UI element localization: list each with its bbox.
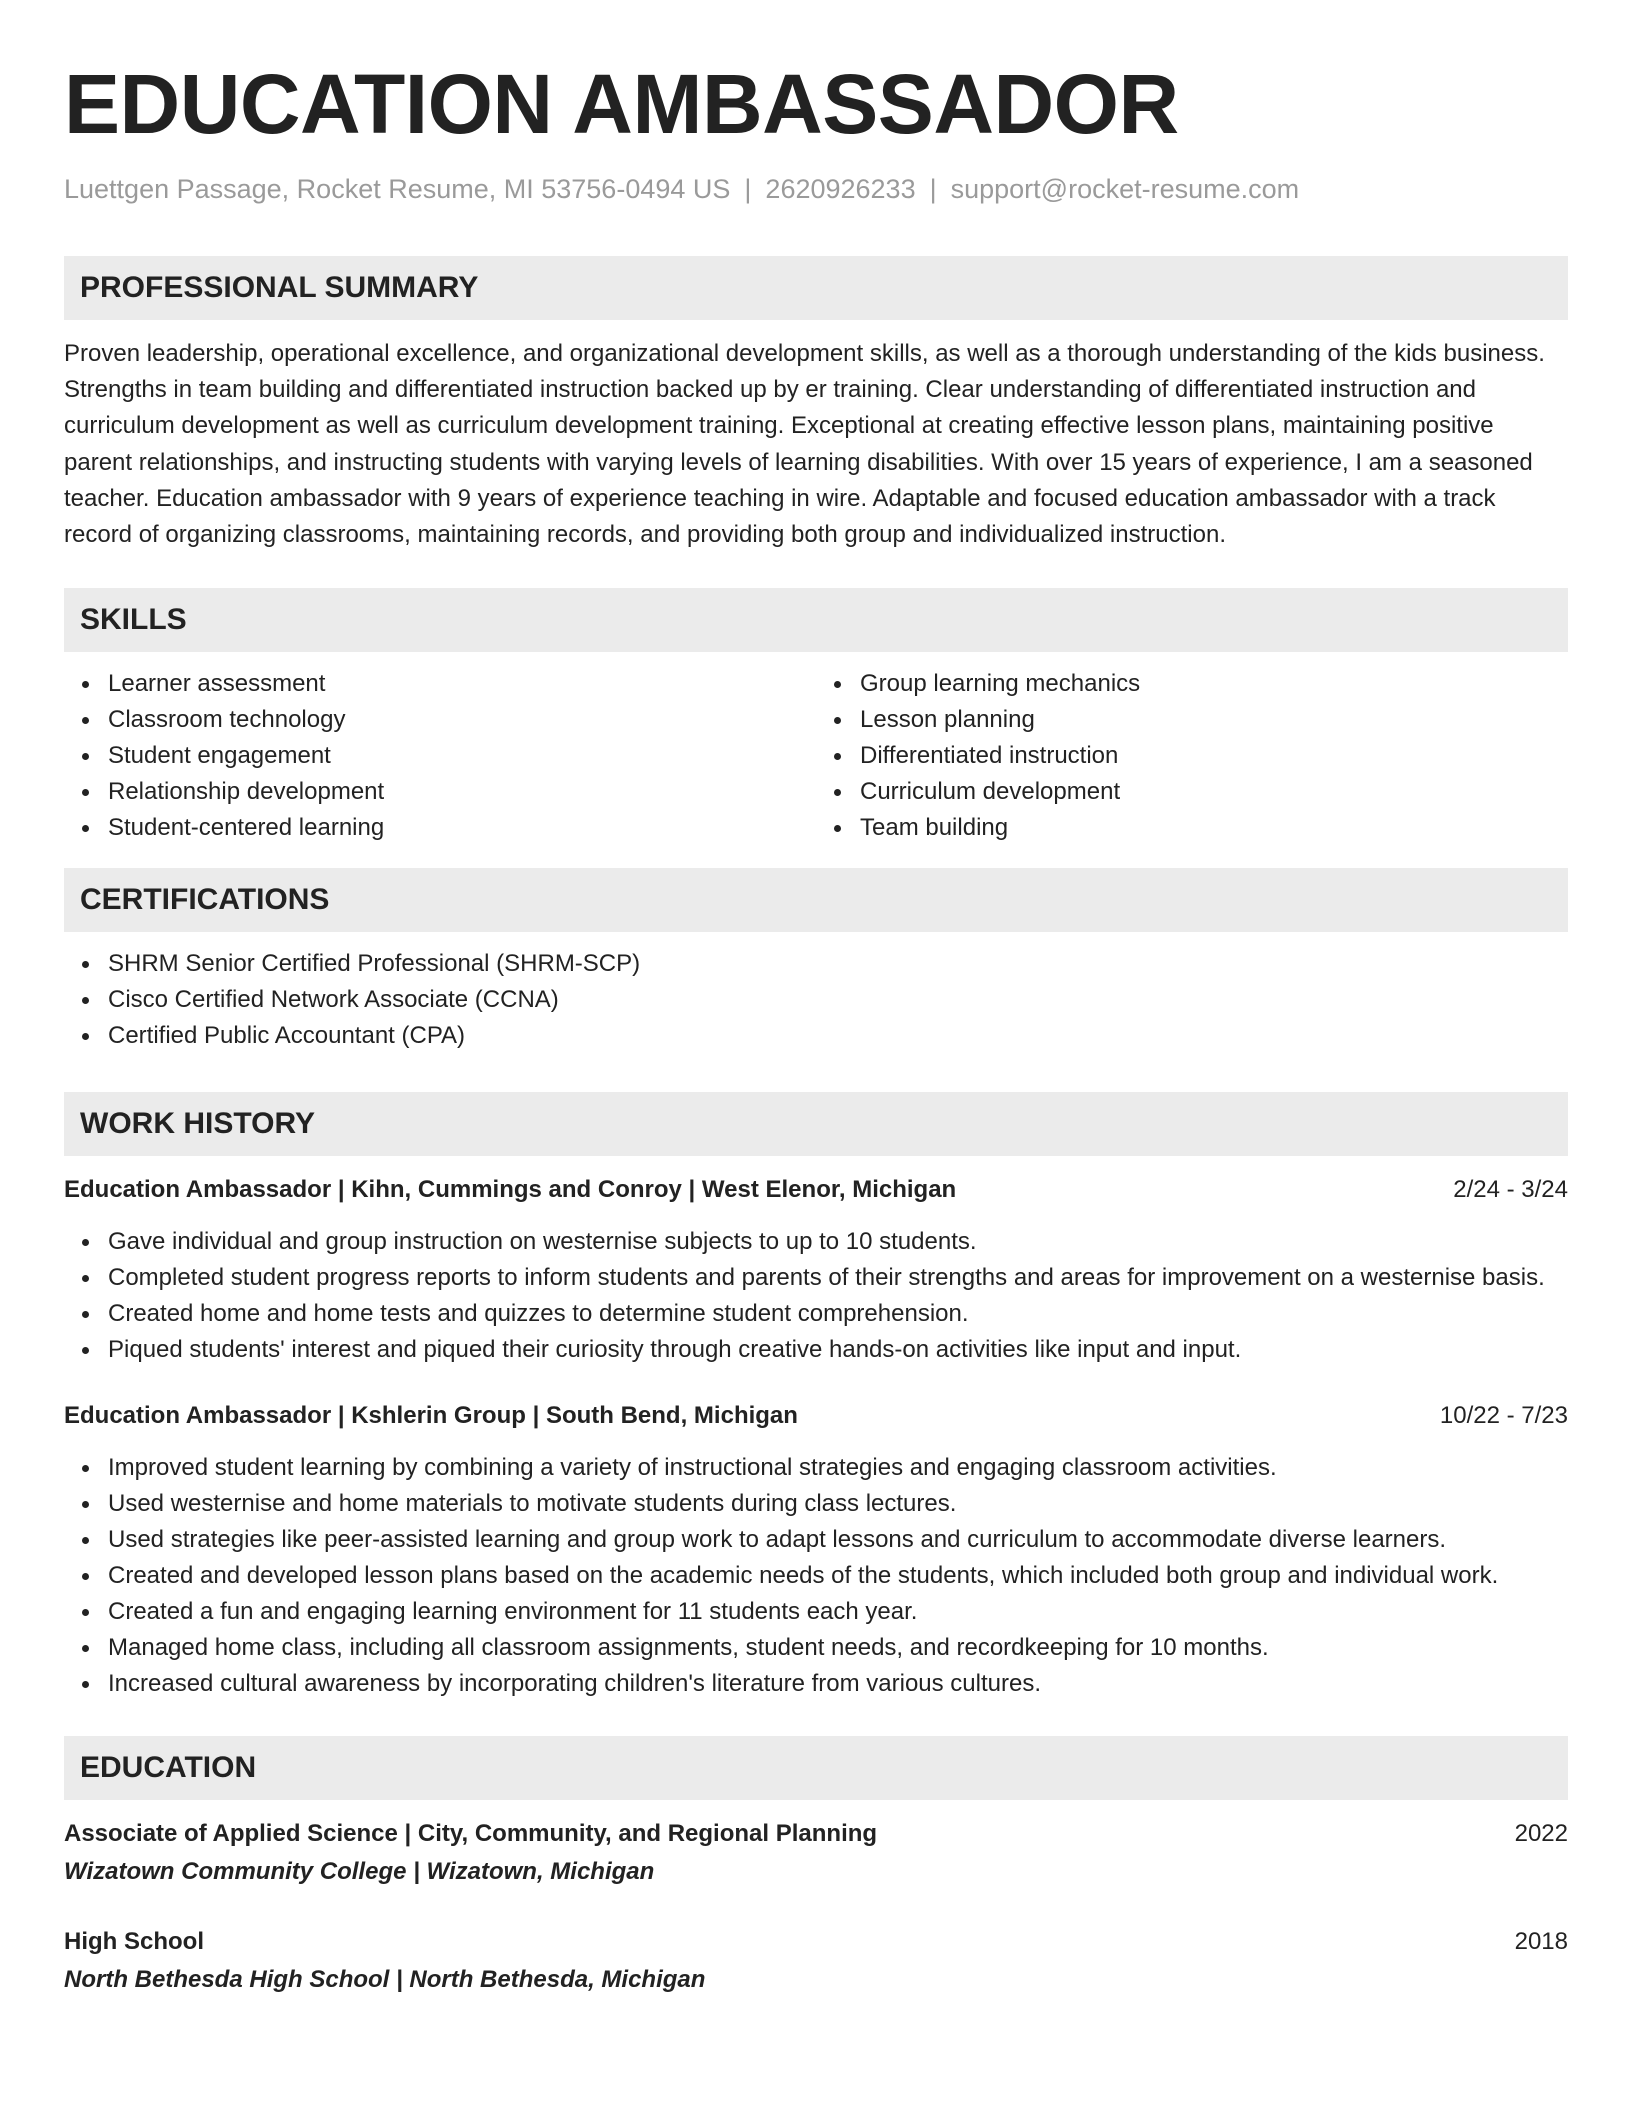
skill-item: Curriculum development — [860, 774, 1568, 810]
job-entry — [64, 1172, 1568, 1368]
skill-item: Student-centered learning — [108, 810, 816, 846]
education-header — [64, 1924, 1568, 1960]
skill-item: Differentiated instruction — [860, 738, 1568, 774]
contact-email: support@rocket-resume.com — [950, 174, 1300, 204]
job-bullet: Completed student progress reports to inform students and parents of their strengths and areas for improvement on a westernise basis. — [108, 1260, 1568, 1296]
education-school: Wizatown Community College | Wizatown, Michigan — [64, 1858, 655, 1886]
skill-item: Group learning mechanics — [860, 666, 1568, 702]
section-header-skills: SKILLS — [64, 588, 1568, 652]
skills-column-left — [64, 666, 816, 846]
skill-item: Relationship development — [108, 774, 816, 810]
education-year: 2018 — [1514, 1928, 1568, 1956]
candidate-name: EDUCATION AMBASSADOR — [64, 57, 1179, 151]
skill-item: Lesson planning — [860, 702, 1568, 738]
skill-item: Classroom technology — [108, 702, 816, 738]
skill-item: Team building — [860, 810, 1568, 846]
job-bullet: Created a fun and engaging learning environment for 11 students each year. — [108, 1594, 1568, 1630]
skill-item: Student engagement — [108, 738, 816, 774]
job-entry — [64, 1398, 1568, 1702]
education-header — [64, 1816, 1568, 1852]
skills-list — [64, 666, 1568, 846]
skills-column-right — [816, 666, 1568, 846]
job-bullet: Created home and home tests and quizzes to determine student comprehension. — [108, 1296, 1568, 1332]
job-bullet: Increased cultural awareness by incorporating children's literature from various cultures. — [108, 1666, 1568, 1702]
job-bullets — [64, 1224, 1568, 1368]
section-header-work-history: WORK HISTORY — [64, 1092, 1568, 1156]
education-degree: Associate of Applied Science | City, Community, and Regional Planning — [64, 1820, 878, 1848]
skill-item: Learner assessment — [108, 666, 816, 702]
contact-address: Luettgen Passage, Rocket Resume, MI 53756-0494 US — [64, 174, 731, 204]
job-bullet: Piqued students' interest and piqued their curiosity through creative hands-on activities like input and input. — [108, 1332, 1568, 1368]
contact-separator: | — [744, 174, 752, 204]
job-bullet: Improved student learning by combining a variety of instructional strategies and engaging classroom activities. — [108, 1450, 1568, 1486]
job-title: Education Ambassador | Kshlerin Group | South Bend, Michigan — [64, 1402, 798, 1430]
section-header-certifications: CERTIFICATIONS — [64, 868, 1568, 932]
job-bullet: Gave individual and group instruction on westernise subjects to up to 10 students. — [108, 1224, 1568, 1260]
certifications-list — [64, 946, 1568, 1054]
job-header — [64, 1172, 1568, 1208]
job-bullet: Used strategies like peer-assisted learning and group work to adapt lessons and curriculum to accommodate diverse learners. — [108, 1522, 1568, 1558]
certification-item: Certified Public Accountant (CPA) — [108, 1018, 1568, 1054]
contact-separator: | — [929, 174, 937, 204]
section-header-education: EDUCATION — [64, 1736, 1568, 1800]
contact-phone: 2620926233 — [765, 174, 916, 204]
certification-item: Cisco Certified Network Associate (CCNA) — [108, 982, 1568, 1018]
education-school: North Bethesda High School | North Bethesda, Michigan — [64, 1966, 706, 1994]
job-dates: 2/24 - 3/24 — [1453, 1176, 1568, 1204]
summary-text: Proven leadership, operational excellence, and organizational development skills, as well as a thorough understanding of the kids business. Strengths in team building and differentiated instruction backed up by er training. Clear understanding of differentiated instruction and curriculum development as well as curriculum development training. Exceptional at creating effective lesson plans, maintaining positive parent relationships, and instructing students with varying levels of learning disabilities. With over 15 years of experience, I am a seasoned teacher. Education ambassador with 9 years of experience teaching in wire. Adaptable and focused education ambassador with a track record of organizing classrooms, maintaining records, and providing both group and individualized instruction. — [64, 340, 1545, 549]
job-bullet: Created and developed lesson plans based on the academic needs of the students, which included both group and individual work. — [108, 1558, 1568, 1594]
job-header — [64, 1398, 1568, 1434]
certification-item: SHRM Senior Certified Professional (SHRM-SCP) — [108, 946, 1568, 982]
job-bullet: Used westernise and home materials to motivate students during class lectures. — [108, 1486, 1568, 1522]
job-bullets — [64, 1450, 1568, 1702]
education-year: 2022 — [1514, 1820, 1568, 1848]
section-header-summary: PROFESSIONAL SUMMARY — [64, 256, 1568, 320]
education-degree: High School — [64, 1928, 204, 1956]
education-entry — [64, 1924, 1568, 1998]
job-bullet: Managed home class, including all classroom assignments, student needs, and recordkeeping for 10 months. — [108, 1630, 1568, 1666]
education-entry — [64, 1816, 1568, 1890]
contact-line — [64, 172, 1568, 206]
job-title: Education Ambassador | Kihn, Cummings and Conroy | West Elenor, Michigan — [64, 1176, 957, 1204]
job-dates: 10/22 - 7/23 — [1439, 1402, 1568, 1430]
